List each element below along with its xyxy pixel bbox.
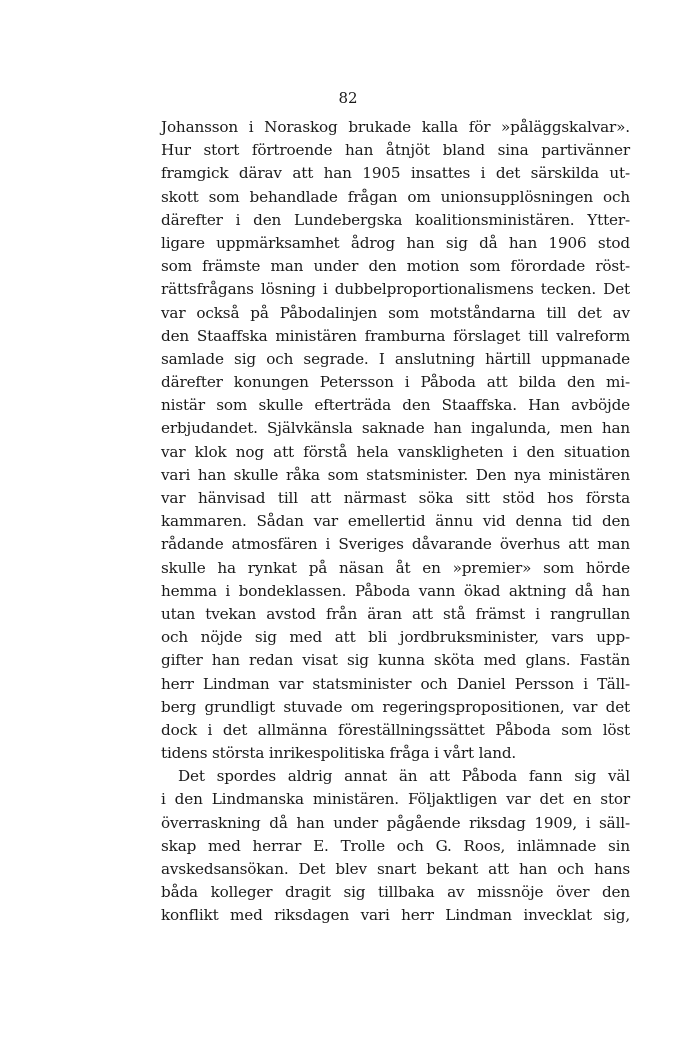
text-line: Det spordes aldrig annat än att Påboda fann sig väl [178, 767, 630, 786]
text-line: gifter han redan visat sig kunna sköta med glans. Fastän [161, 651, 630, 670]
text-line: och nöjde sig med att bli jordbruksminister, vars upp- [161, 628, 630, 647]
text-line: erbjudandet. Självkänsla saknade han ingalunda, men han [161, 419, 630, 438]
text-line: herr Lindman var statsminister och Daniel Persson i Täll- [161, 674, 630, 693]
text-line: tidens största inrikespolitiska fråga i vårt land. [161, 744, 517, 763]
text-line: dock i det allmänna föreställningssättet Påboda som löst [161, 720, 630, 739]
text-line: därefter konungen Petersson i Påboda att bilda den mi- [161, 373, 630, 392]
text-line: skulle ha rynkat på näsan åt en »premier» som hörde [161, 558, 630, 577]
text-line: utan tvekan avstod från äran att stå främst i rangrullan [161, 604, 630, 623]
text-line: var också på Påbodalinjen som motståndarna till det av [161, 303, 630, 322]
text-line: samlade sig och segrade. I anslutning härtill uppmanade [161, 349, 630, 368]
text-line: rådande atmosfären i Sveriges dåvarande överhus att man [161, 535, 630, 554]
text-line: avskedsansökan. Det blev snart bekant att han och hans [161, 860, 630, 878]
page-number: 82 [338, 89, 358, 107]
text-line: som främste man under den motion som förordade röst- [161, 257, 630, 276]
text-line: Hur stort förtroende han åtnjöt bland sina partivänner [161, 141, 630, 160]
text-line: skott som behandlade frågan om unionsupplösningen och [161, 187, 630, 206]
text-line: berg grundligt stuvade om regeringspropositionen, var det [161, 697, 630, 716]
text-line: ligare uppmärksamhet ådrog han sig då han 1906 stod [161, 233, 630, 252]
text-line: hemma i bondeklassen. Påboda vann ökad aktning då han [161, 581, 630, 600]
text-line: därefter i den Lundebergska koalitionsministären. Ytter- [161, 210, 630, 229]
text-line: konflikt med riksdagen vari herr Lindman invecklat sig, [161, 906, 630, 925]
text-line: rättsfrågans lösning i dubbelproportionalismens tecken. Det [161, 280, 630, 299]
text-line: var klok nog att förstå hela vanskligheten i den situation [161, 442, 630, 461]
text-line: kammaren. Sådan var emellertid ännu vid denna tid den [161, 512, 630, 531]
text-line: skap med herrar E. Trolle och G. Roos, inlämnade sin [161, 836, 630, 855]
text-line: Johansson i Noraskog brukade kalla för »påläggskalvar». [161, 118, 630, 136]
text-line: vari han skulle råka som statsminister. Den nya ministären [161, 465, 630, 484]
text-line: båda kolleger dragit sig tillbaka av missnöje över den [161, 883, 630, 902]
text-line: nistär som skulle efterträda den Staaffska. Han avböjde [161, 396, 630, 415]
text-line: var hänvisad till att närmast söka sitt stöd hos första [161, 489, 630, 507]
text-line: i den Lindmanska ministären. Följaktligen var det en stor [161, 790, 630, 809]
text-line: den Staaffska ministären framburna förslaget till valreform [161, 326, 630, 345]
body-text [161, 116, 630, 928]
text-line: framgick därav att han 1905 insattes i det särskilda ut- [161, 164, 630, 183]
text-line: överraskning då han under pågående riksdag 1909, i säll- [161, 813, 630, 832]
